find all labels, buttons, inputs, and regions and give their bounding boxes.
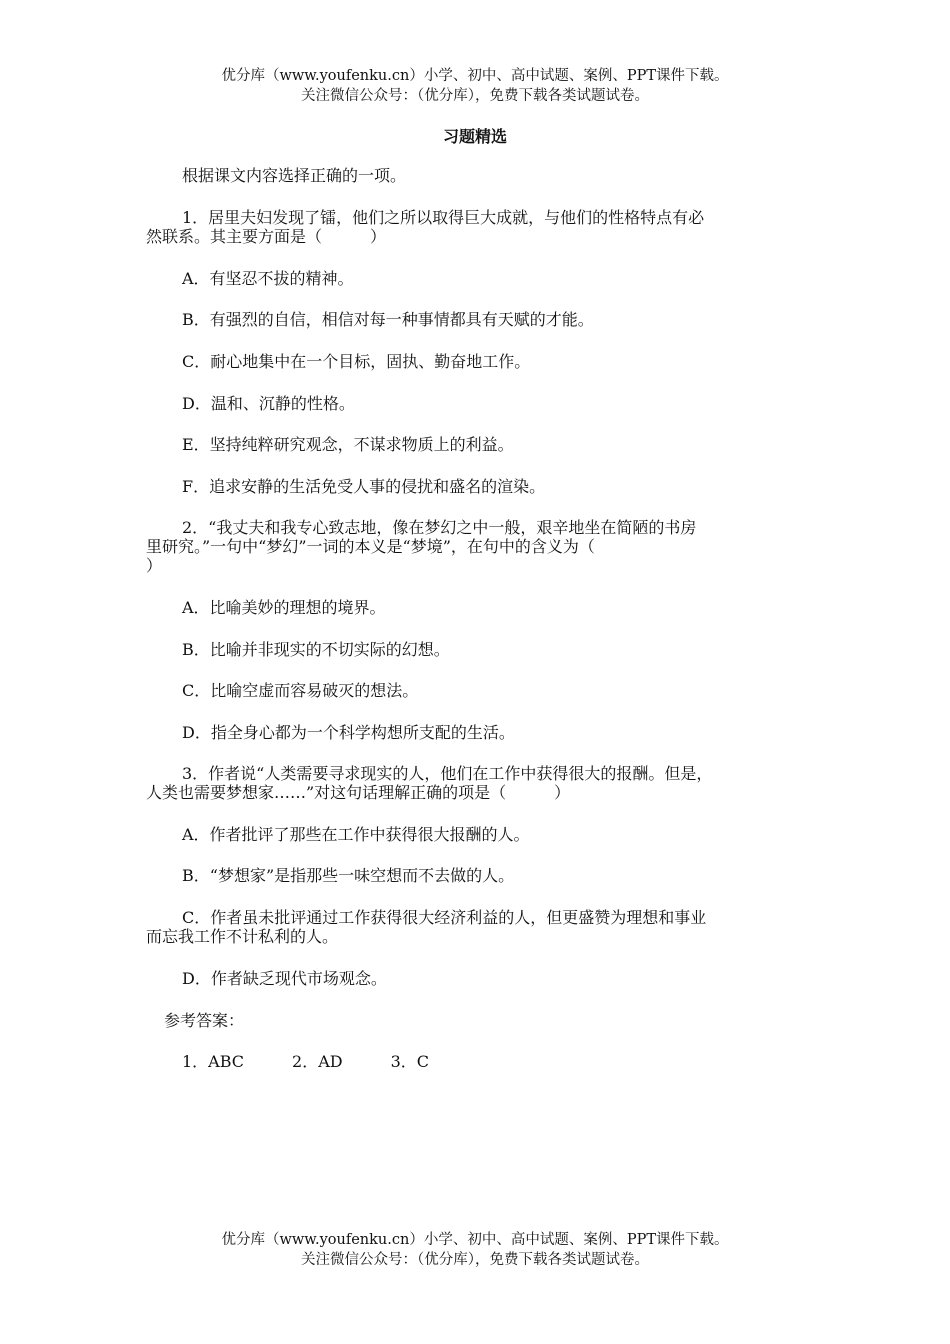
question-3-stem [146, 764, 816, 802]
q3-option-a: A．作者批评了那些在工作中获得很大报酬的人。 [182, 825, 530, 844]
q3-option-c-line-1: C．作者虽未批评通过工作获得很大经济利益的人，但更盛赞为理想和事业 [182, 908, 707, 927]
q2-stem-line-1: 2．“我丈夫和我专心致志地，像在梦幻之中一般，艰辛地坐在简陋的书房 [182, 518, 697, 537]
q2-option-d: D．指全身心都为一个科学构想所支配的生活。 [182, 723, 515, 742]
q1-stem-line-2: 然联系。其主要方面是（ ） [146, 227, 387, 246]
q1-stem-line-1: 1．居里夫妇发现了镭，他们之所以取得巨大成就，与他们的性格特点有必 [182, 208, 705, 227]
q3-stem-line-1: 3．作者说“人类需要寻求现实的人，他们在工作中获得很大的报酬。但是， [182, 764, 713, 783]
q1-option-a: A．有坚忍不拔的精神。 [182, 269, 354, 288]
header-line-1: 优分库（www.youfenku.cn）小学、初中、高中试题、案例、PPT课件下载。 [221, 68, 729, 84]
question-1-stem [146, 208, 816, 246]
q1-option-c: C．耐心地集中在一个目标，固执、勤奋地工作。 [182, 352, 531, 371]
q1-option-f: F．追求安静的生活免受人事的侵扰和盛名的渲染。 [182, 477, 546, 496]
q3-option-b: B．“梦想家”是指那些一味空想而不去做的人。 [182, 866, 515, 885]
footer-line-1: 优分库（www.youfenku.cn）小学、初中、高中试题、案例、PPT课件下载。 [221, 1232, 729, 1248]
answer-text: 1．ABC 2．AD 3．C [182, 1052, 430, 1071]
q2-stem-line-2: 里研究。”一句中“梦幻”一词的本义是“梦境”，在句中的含义为（ [146, 537, 595, 556]
footer-line-2: 关注微信公众号：（优分库），免费下载各类试题试卷。 [301, 1252, 649, 1268]
page-header [0, 66, 950, 106]
page-title: 习题精选 [442, 127, 507, 146]
question-2-stem [146, 518, 816, 575]
instruction: 根据课文内容选择正确的一项。 [182, 166, 407, 185]
header-line-2: 关注微信公众号：（优分库），免费下载各类试题试卷。 [301, 88, 649, 104]
q1-option-d: D．温和、沉静的性格。 [182, 394, 355, 413]
q3-stem-line-2: 人类也需要梦想家……”对这句话理解正确的项是（ ） [146, 783, 571, 802]
answer-label: 参考答案： [164, 1011, 245, 1030]
q3-option-c [146, 908, 816, 946]
q2-option-b: B．比喻并非现实的不切实际的幻想。 [182, 640, 450, 659]
page-footer [0, 1230, 950, 1270]
q3-option-c-line-2: 而忘我工作不计私利的人。 [146, 927, 339, 946]
q2-stem-line-3: ） [146, 556, 163, 575]
q1-option-b: B．有强烈的自信，相信对每一种事情都具有天赋的才能。 [182, 310, 594, 329]
q3-option-d: D．作者缺乏现代市场观念。 [182, 969, 387, 988]
q1-option-e: E．坚持纯粹研究观念，不谋求物质上的利益。 [182, 435, 514, 454]
q2-option-a: A．比喻美妙的理想的境界。 [182, 598, 386, 617]
q2-option-c: C．比喻空虚而容易破灭的想法。 [182, 681, 419, 700]
